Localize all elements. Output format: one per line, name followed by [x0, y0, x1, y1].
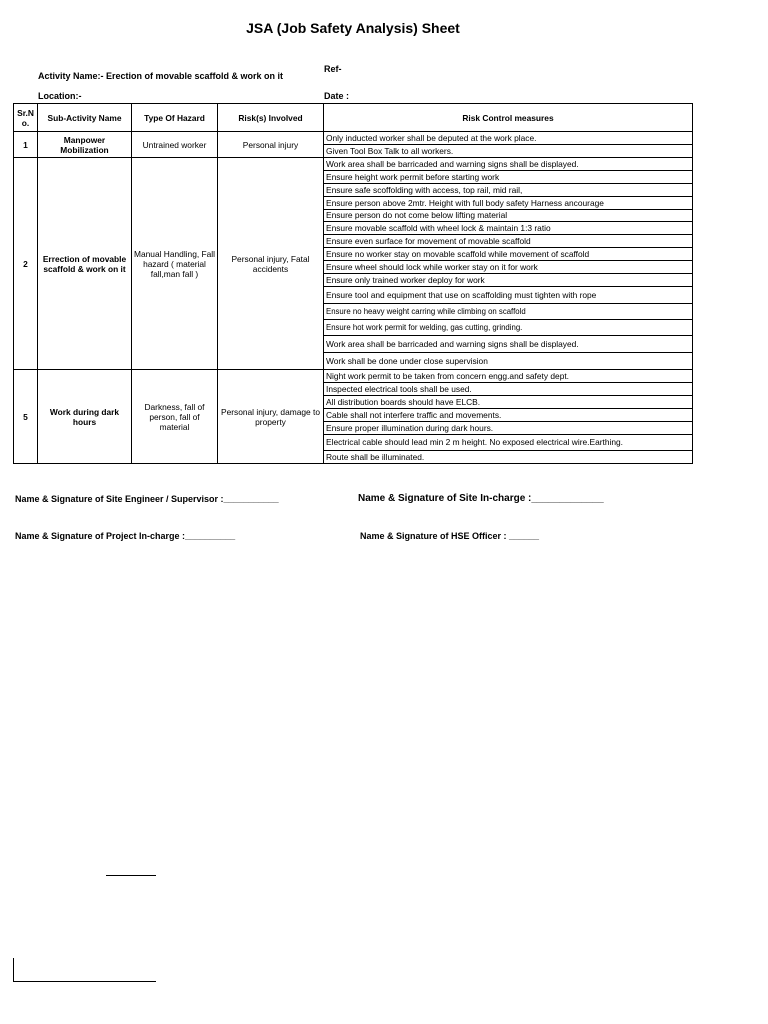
control-measure: Route shall be illuminated. — [324, 451, 693, 464]
control-measure: Ensure no worker stay on movable scaffold while movement of scaffold — [324, 248, 693, 261]
jsa-table — [13, 103, 693, 464]
bottom-left-tick — [13, 958, 14, 982]
control-measure: Ensure only trained worker deploy for work — [324, 274, 693, 287]
control-measure: Ensure hot work permit for welding, gas cutting, grinding. — [324, 320, 693, 336]
risk-cell: Personal injury, Fatal accidents — [218, 158, 324, 370]
table-row — [14, 370, 693, 383]
page-title: JSA (Job Safety Analysis) Sheet — [246, 20, 460, 36]
site-incharge-signature: Name & Signature of Site In-charge :_____________ — [358, 493, 604, 504]
control-measure: Ensure no heavy weight carring while climbing on scaffold — [324, 304, 693, 320]
bottom-left-rule — [13, 981, 156, 982]
control-measure: Given Tool Box Talk to all workers. — [324, 145, 693, 158]
risk-cell: Personal injury — [218, 132, 324, 158]
date-label: Date : — [324, 91, 350, 101]
sub-activity-cell: Errection of movable scaffold & work on it — [38, 158, 132, 370]
header-sub-activity: Sub-Activity Name — [38, 104, 132, 132]
control-measure: Work area shall be barricaded and warning signs shall be displayed. — [324, 336, 693, 353]
control-measure: Night work permit to be taken from concern engg.and safety dept. — [324, 370, 693, 383]
header-controls: Risk Control measures — [324, 104, 693, 132]
sr-no-cell: 1 — [14, 132, 38, 158]
sr-no-cell: 2 — [14, 158, 38, 370]
project-incharge-signature: Name & Signature of Project In-charge :__________ — [15, 531, 236, 541]
header-sr-no: Sr.N o. — [14, 104, 38, 132]
header-hazard: Type Of Hazard — [132, 104, 218, 132]
control-measure: Ensure proper illumination during dark hours. — [324, 422, 693, 435]
control-measure: Work shall be done under close supervision — [324, 353, 693, 370]
sub-activity-cell: Manpower Mobilization — [38, 132, 132, 158]
control-measure: Ensure tool and equipment that use on scaffolding must tighten with rope — [324, 287, 693, 304]
hazard-cell: Darkness, fall of person, fall of material — [132, 370, 218, 464]
risk-cell: Personal injury, damage to property — [218, 370, 324, 464]
control-measure: Ensure safe scoffolding with access, top rail, mid rail, — [324, 184, 693, 197]
sub-activity-cell: Work during dark hours — [38, 370, 132, 464]
control-measure: Ensure movable scaffold with wheel lock & maintain 1:3 ratio — [324, 222, 693, 235]
control-measure: All distribution boards should have ELCB. — [324, 396, 693, 409]
hazard-cell: Manual Handling, Fall hazard ( material fall,man fall ) — [132, 158, 218, 370]
table-row — [14, 132, 693, 145]
location-label: Location:- — [38, 91, 82, 101]
ref-label: Ref- — [324, 64, 342, 74]
control-measure: Work area shall be barricaded and warning signs shall be displayed. — [324, 158, 693, 171]
site-engineer-signature: Name & Signature of Site Engineer / Supervisor :___________ — [15, 494, 279, 504]
stray-underline — [106, 875, 156, 876]
control-measure: Ensure wheel should lock while worker stay on it for work — [324, 261, 693, 274]
control-measure: Ensure height work permit before starting work — [324, 171, 693, 184]
header-row — [14, 104, 693, 132]
control-measure: Ensure person above 2mtr. Height with full body safety Harness ancourage — [324, 197, 693, 210]
control-measure: Inspected electrical tools shall be used. — [324, 383, 693, 396]
control-measure: Ensure person do not come below lifting material — [324, 210, 693, 222]
control-measure: Only inducted worker shall be deputed at the work place. — [324, 132, 693, 145]
control-measure: Ensure even surface for movement of movable scaffold — [324, 235, 693, 248]
hazard-cell: Untrained worker — [132, 132, 218, 158]
sr-no-cell: 5 — [14, 370, 38, 464]
activity-name: Activity Name:- Erection of movable scaffold & work on it — [38, 71, 284, 81]
control-measure: Cable shall not interfere traffic and movements. — [324, 409, 693, 422]
header-risk: Risk(s) Involved — [218, 104, 324, 132]
control-measure: Electrical cable should lead min 2 m height. No exposed electrical wire.Earthing. — [324, 435, 693, 451]
hse-officer-signature: Name & Signature of HSE Officer : ______ — [360, 531, 540, 541]
table-row — [14, 158, 693, 171]
